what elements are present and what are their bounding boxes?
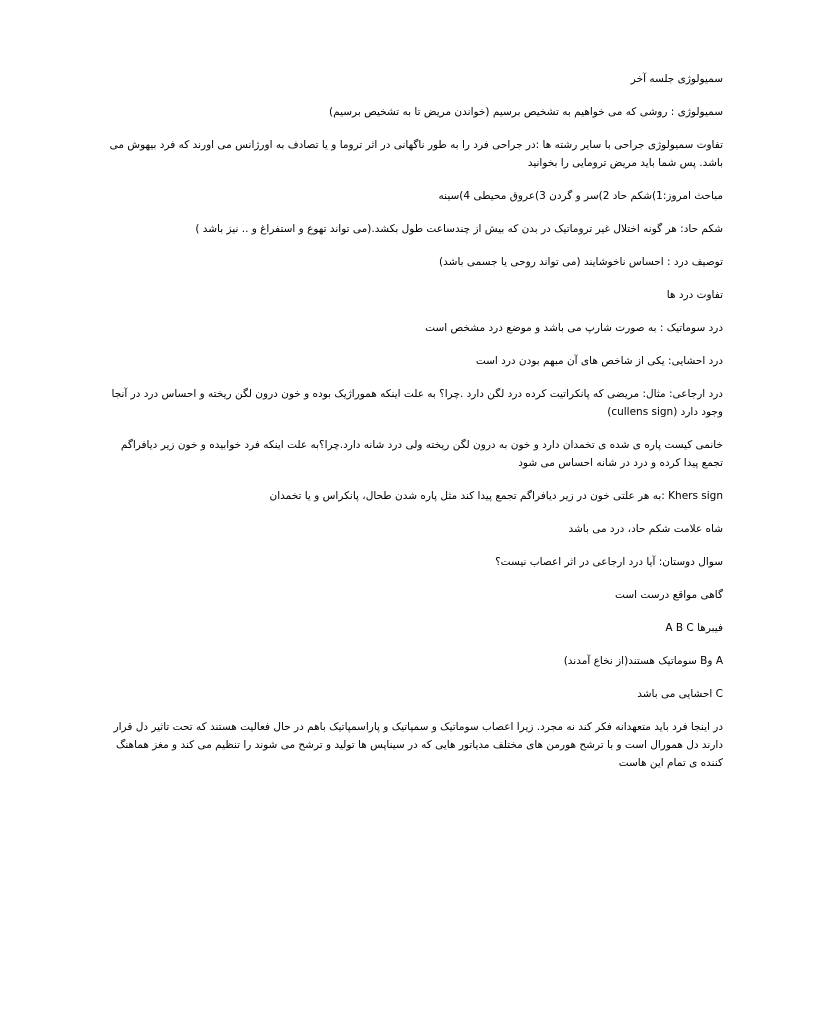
paragraph-question: سوال دوستان: آیا درد ارجاعی در اثر اعصاب نیست؟ (495, 556, 723, 568)
paragraph-ovarian-cyst: خانمی کیست پاره ی شده ی تخمدان دارد و خون به درون لگن ریخته ولی درد شانه دارد.چرا؟به علت اینکه فرد خوابیده و خون زیر دیافراگم تجمع پیدا کرده و درد در شانه احساس می شود (120, 439, 723, 469)
paragraph-somatic-pain: درد سوماتیک : به صورت شارپ می باشد و موضع درد مشخص است (425, 322, 723, 334)
paragraph-visceral-pain: درد احشایی: یکی از شاخص های آن مبهم بودن درد است (475, 355, 723, 367)
document-body (100, 70, 723, 787)
paragraph-acute-abdomen: شکم حاد: هر گونه اختلال غیر تروماتیک در بدن که بیش از چندساعت طول بکشد.(می تواند تهوع و استفراغ و .. نیز باشد ) (195, 223, 723, 235)
paragraph-fibers: فیبرها A B C (665, 622, 723, 634)
paragraph-semiology-definition: سمیولوژی : روشی که می خواهیم به تشخیص برسیم (خواندن مریض تا به تشخیص برسیم) (329, 106, 723, 118)
document-title: سمیولوژی جلسه آخر (630, 73, 723, 85)
paragraph-pain-description: توصیف درد : احساس ناخوشایند (می تواند روحی یا جسمی باشد) (439, 256, 723, 268)
paragraph-main-sign: شاه علامت شکم حاد، درد می باشد (568, 523, 723, 535)
paragraph-fibers-c: C احشایی می باشد (637, 688, 723, 700)
paragraph-surgery-difference: تفاوت سمیولوژی جراحی با سایر رشته ها :در جراحی فرد را به طور ناگهانی در اثر تروما و یا تصادف به اورژانس می اورند که فرد بیهوش می باشد. پس شما باید مریض ترومایی را بخوانید (109, 139, 723, 169)
paragraph-khers-sign: Khers sign :به هر علتی خون در زیر دیافراگم تجمع پیدا کند مثل پاره شدن طحال، پانکراس و یا تخمدان (269, 490, 723, 502)
paragraph-fibers-ab: A وB سوماتیک هستند(از نخاع آمدند) (563, 655, 723, 667)
paragraph-todays-topics: مباحث امروز:1)شکم حاد 2)سر و گردن 3)عروق محیطی 4)سینه (438, 190, 723, 202)
paragraph-pain-types-heading: تفاوت درد ها (666, 289, 723, 301)
paragraph-conclusion: در اینجا فرد باید متعهدانه فکر کند نه مجرد. زیرا اعصاب سوماتیک و سمپاتیک و پاراسمپاتیک باهم در حال فعالیت هستند که تحت تاثیر دل قرار دارند دل همورال است و با ترشح هورمن های مختلف مدیاتور هایی که در سیناپس ها تولید و ترشح می شوند را تنظیم می کند و مغز هماهنگ کننده ی تمام این هاست (113, 721, 723, 769)
paragraph-answer: گاهی مواقع درست است (615, 589, 723, 601)
paragraph-referred-pain: درد ارجاعی: مثال: مریضی که پانکراتیت کرده درد لگن دارد .چرا؟ به علت اینکه هموراژیک بوده و خون درون لگن ریخته و احساس درد در آنجا وجود دارد (cullens sign) (111, 388, 723, 418)
